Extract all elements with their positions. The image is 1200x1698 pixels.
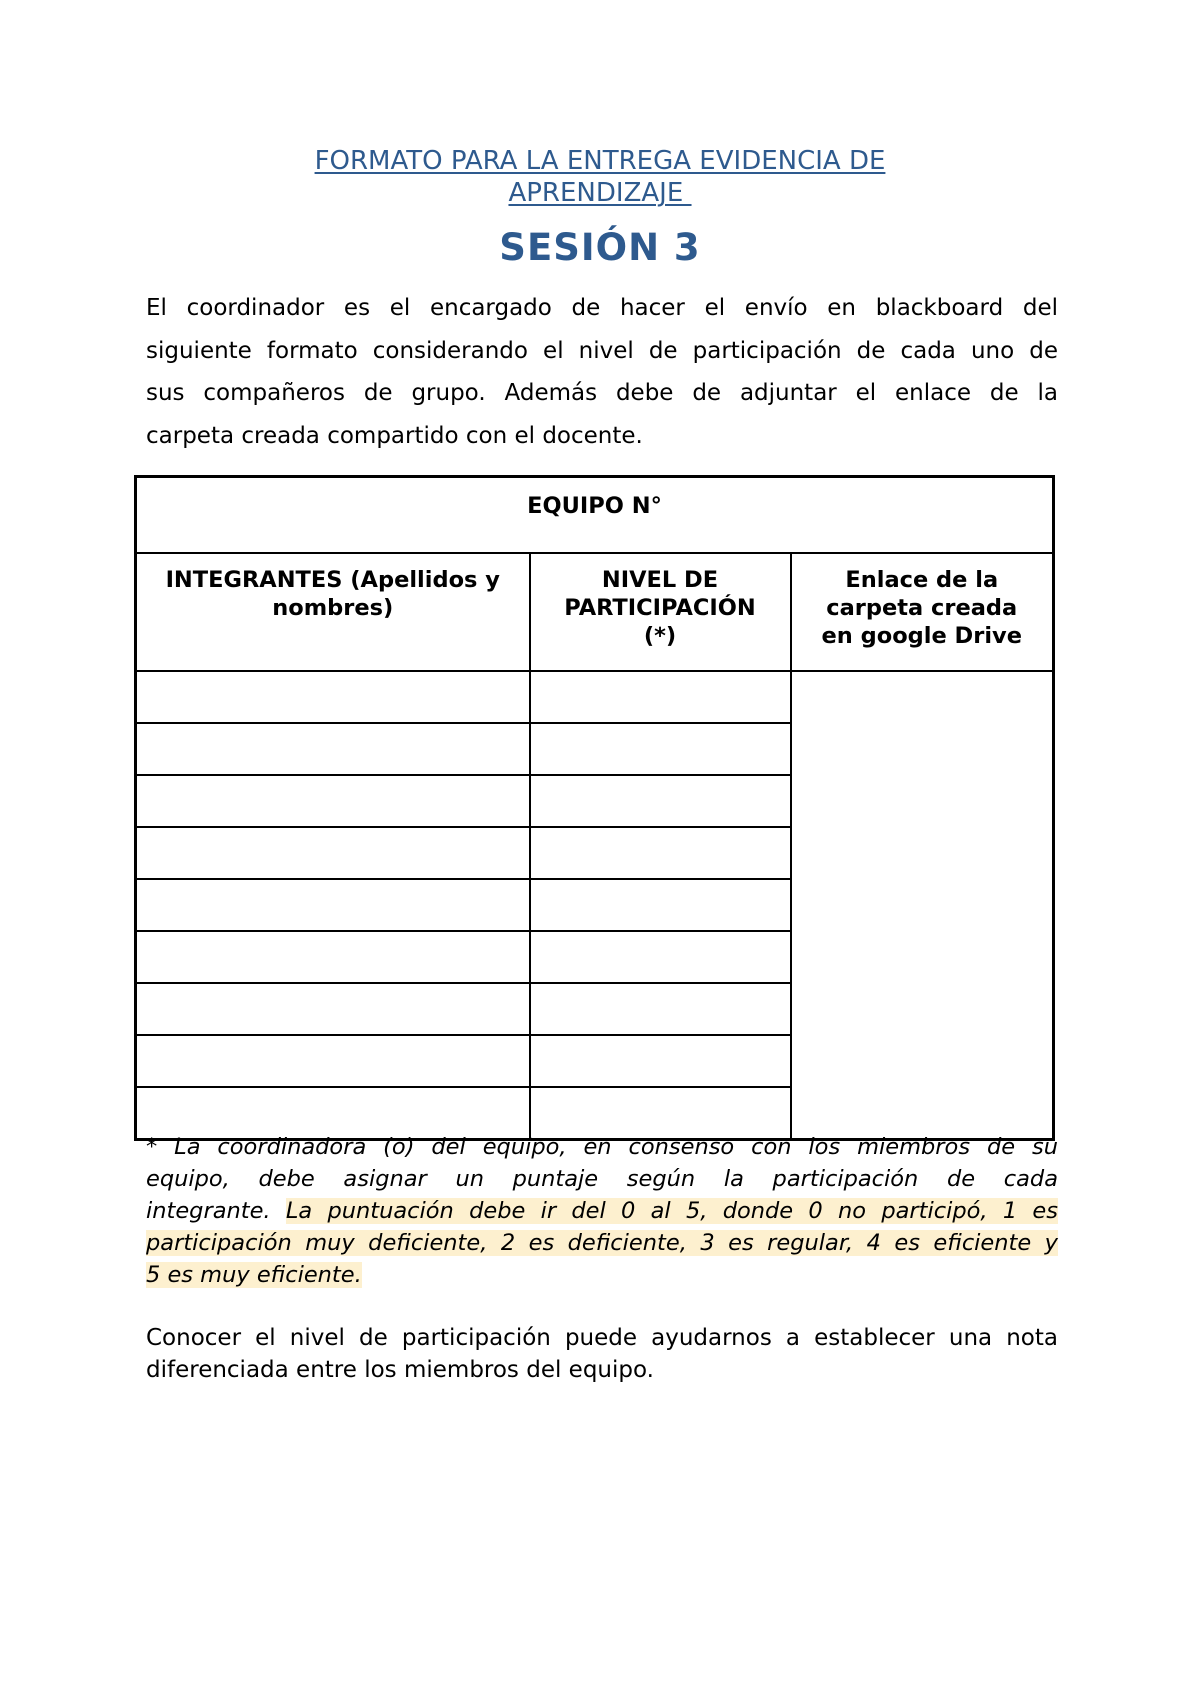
footnote-paragraph: [146, 1131, 1058, 1291]
intro-line: sus compañeros de grupo. Además debe de adjuntar el enlace de la: [146, 380, 1058, 406]
intro-line: El coordinador es el encargado de hacer el envío en blackboard del: [146, 295, 1058, 321]
closing-paragraph: [146, 1322, 1058, 1386]
highlighted-scoring-text: 5 es muy eficiente.: [146, 1262, 362, 1288]
participation-level-cell[interactable]: [530, 1035, 791, 1087]
participation-level-cell[interactable]: [530, 775, 791, 827]
closing-line: Conocer el nivel de participación puede ayudarnos a establecer una nota: [146, 1325, 1058, 1351]
intro-paragraph: [146, 287, 1058, 457]
drive-link-cell[interactable]: [791, 671, 1054, 1140]
footnote-line: equipo, debe asignar un puntaje según la participación de cada: [146, 1166, 1058, 1192]
footnote-line: [146, 1227, 1058, 1259]
intro-line: siguiente formato considerando el nivel de participación de cada uno de: [146, 337, 1058, 364]
participation-level-cell[interactable]: [530, 983, 791, 1035]
participation-level-cell[interactable]: [530, 879, 791, 931]
document-title-line-1: FORMATO PARA LA ENTREGA EVIDENCIA DE: [314, 146, 886, 176]
member-name-cell[interactable]: [136, 671, 530, 723]
member-name-cell[interactable]: [136, 827, 530, 879]
footnote-line: [146, 1195, 1058, 1227]
participation-level-cell[interactable]: [530, 671, 791, 723]
footnote-line: [146, 1259, 1058, 1291]
member-name-cell[interactable]: [136, 723, 530, 775]
member-name-cell[interactable]: [136, 983, 530, 1035]
participation-level-cell[interactable]: [530, 931, 791, 983]
closing-line: diferenciada entre los miembros del equipo.: [146, 1357, 654, 1383]
link-header: Enlace de la carpeta creada en google Drive: [791, 553, 1054, 671]
participation-level-cell[interactable]: [530, 827, 791, 879]
member-name-cell[interactable]: [136, 775, 530, 827]
highlighted-scoring-text: La puntuación debe ir del 0 al 5, donde 0 no participó, 1 es: [285, 1198, 1058, 1224]
members-header: INTEGRANTES (Apellidos y nombres): [136, 553, 530, 671]
participation-table: [134, 475, 1055, 1141]
participation-level-cell[interactable]: [530, 723, 791, 775]
member-name-cell[interactable]: [136, 931, 530, 983]
participation-header: NIVEL DE PARTICIPACIÓN (*): [530, 553, 791, 671]
member-name-cell[interactable]: [136, 1035, 530, 1087]
team-number-cell[interactable]: EQUIPO N°: [136, 477, 1054, 554]
intro-line: carpeta creada compartido con el docente.: [146, 422, 643, 449]
highlighted-scoring-text: participación muy deficiente, 2 es deficiente, 3 es regular, 4 es eficiente y: [146, 1230, 1058, 1256]
footnote-text: integrante.: [146, 1198, 286, 1224]
member-name-cell[interactable]: [136, 879, 530, 931]
session-heading: SESIÓN 3: [499, 226, 701, 269]
document-title-line-2: APRENDIZAJE: [508, 178, 692, 208]
footnote-line: * La coordinadora (o) del equipo, en consenso con los miembros de su: [146, 1134, 1058, 1160]
